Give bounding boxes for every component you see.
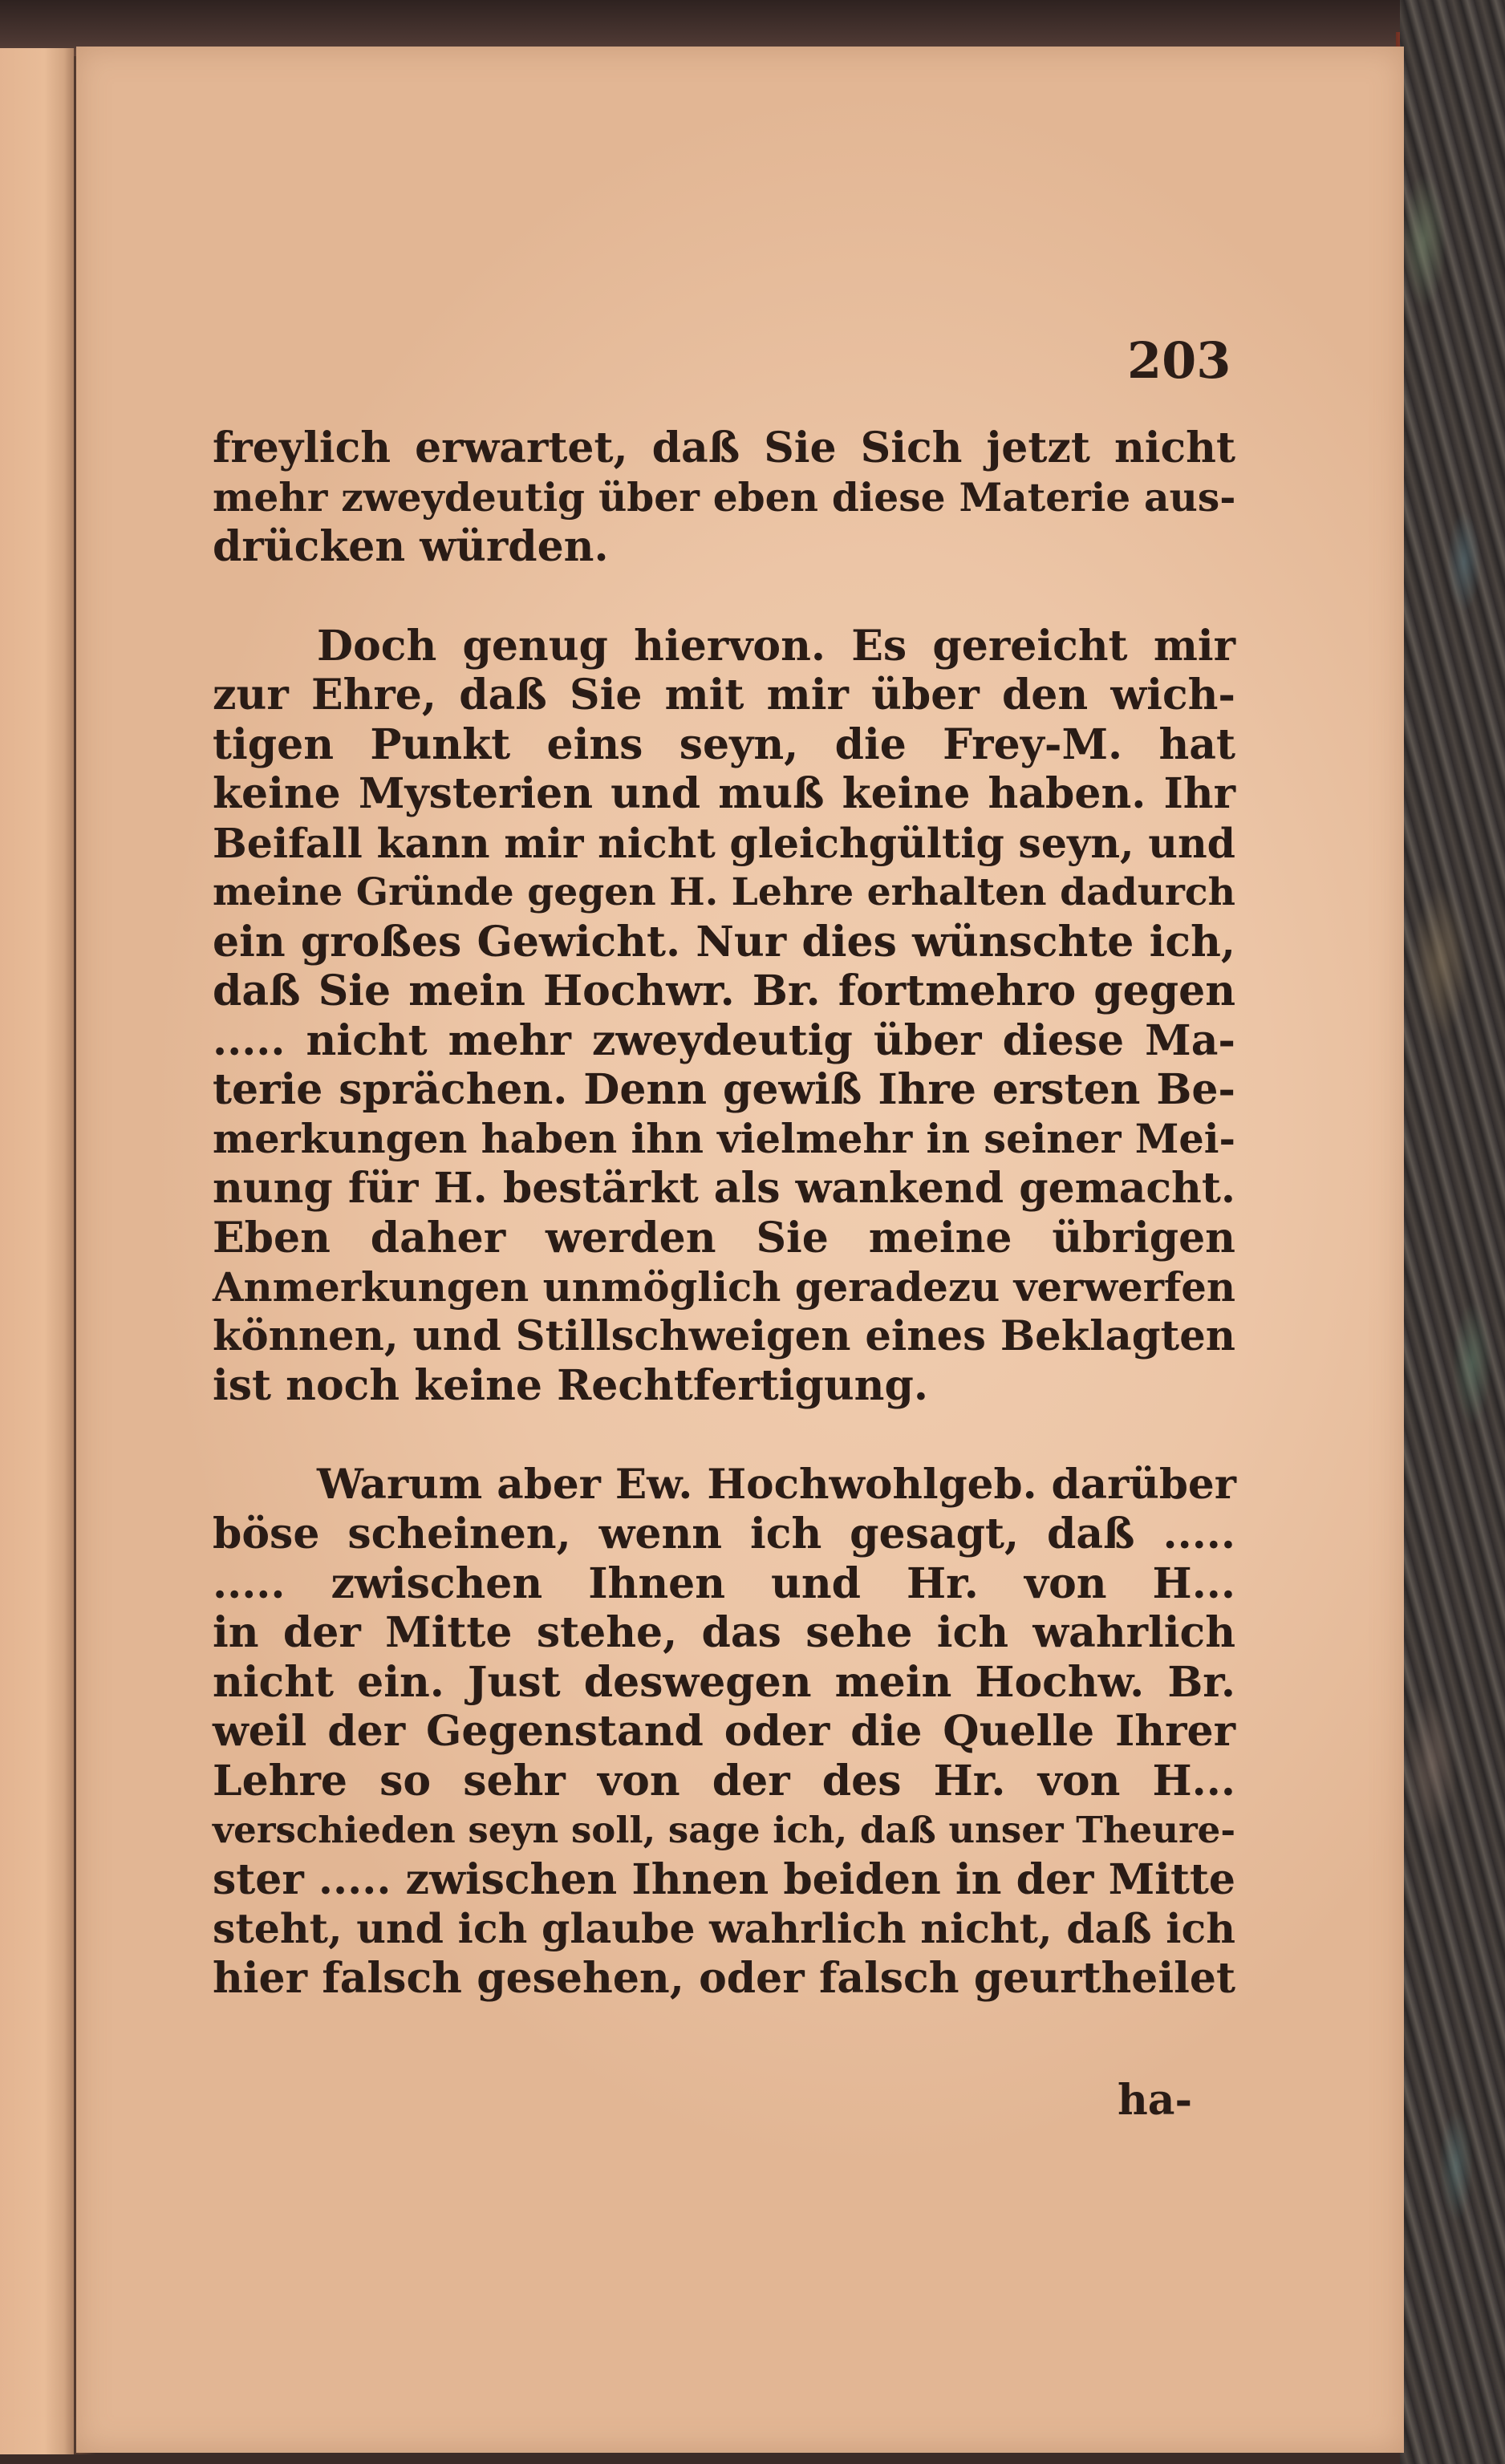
text-line: freylich erwartet, daß Sie Sich jetzt nicht — [213, 424, 1235, 472]
text-line: daß Sie mein Hochwr. Br. fortmehro gegen — [213, 967, 1235, 1015]
text-line: weil der Gegenstand oder die Quelle Ihrer — [213, 1707, 1235, 1756]
facing-page-edge — [0, 48, 74, 2454]
paragraph-3 — [213, 1461, 1235, 2004]
text-line: Lehre so sehr von der des Hr. von H... — [213, 1756, 1235, 1805]
text-line: mehr zweydeutig über eben diese Materie aus- — [213, 474, 1236, 521]
text-line: keine Mysterien und muß keine haben. Ihr — [213, 769, 1235, 818]
text-line: ..... nicht mehr zweydeutig über diese Ma- — [213, 1015, 1235, 1065]
book-page — [76, 47, 1404, 2453]
text-line: zur Ehre, daß Sie mit mir über den wich- — [213, 671, 1235, 719]
text-line: tigen Punkt eins seyn, die Frey-M. hat — [213, 719, 1235, 769]
text-line: terie sprächen. Denn gewiß Ihre ersten Be- — [213, 1065, 1235, 1114]
paragraph-1 — [213, 424, 1235, 572]
text-line: Warum aber Ew. Hochwohlgeb. darüber — [317, 1460, 1236, 1509]
text-line: böse scheinen, wenn ich gesagt, daß ..... — [213, 1510, 1235, 1558]
text-line: Beifall kann mir nicht gleichgültig seyn, und — [213, 819, 1236, 867]
page-number: 203 — [1127, 331, 1231, 390]
text-line: meine Gründe gegen H. Lehre erhalten dadurch — [213, 870, 1235, 914]
text-line: verschieden seyn soll, sage ich, daß unser Theure- — [213, 1809, 1236, 1851]
catchword: ha- — [1118, 2076, 1193, 2125]
text-line: Doch genug hiervon. Es gereicht mir — [317, 621, 1235, 671]
text-line: ster ..... zwischen Ihnen beiden in der Mitte — [213, 1854, 1235, 1904]
text-line: steht, und ich glaube wahrlich nicht, daß ich — [213, 1905, 1235, 1952]
text-line: Eben daher werden Sie meine übrigen — [213, 1213, 1235, 1262]
text-line: nung für H. bestärkt als wankend gemacht. — [213, 1164, 1235, 1213]
text-line: Anmerkungen unmöglich geradezu verwerfen — [213, 1263, 1235, 1311]
text-line: merkungen haben ihn vielmehr in seiner Mei- — [213, 1115, 1235, 1162]
page-text — [213, 424, 1235, 2003]
text-line: ein großes Gewicht. Nur dies wünschte ich, — [213, 917, 1235, 967]
text-line: können, und Stillschweigen eines Beklagten — [213, 1311, 1235, 1360]
text-line: drücken würden. — [213, 522, 609, 571]
text-line: hier falsch gesehen, oder falsch geurtheilet — [213, 1953, 1235, 2003]
text-line: ist noch keine Rechtfertigung. — [213, 1361, 928, 1410]
text-line: nicht ein. Just deswegen mein Hochw. Br. — [213, 1657, 1235, 1707]
marbled-cover — [1400, 0, 1505, 2464]
paragraph-2 — [213, 622, 1235, 1411]
text-line: in der Mitte stehe, das sehe ich wahrlich — [213, 1608, 1235, 1657]
text-line: ..... zwischen Ihnen und Hr. von H... — [213, 1558, 1235, 1608]
